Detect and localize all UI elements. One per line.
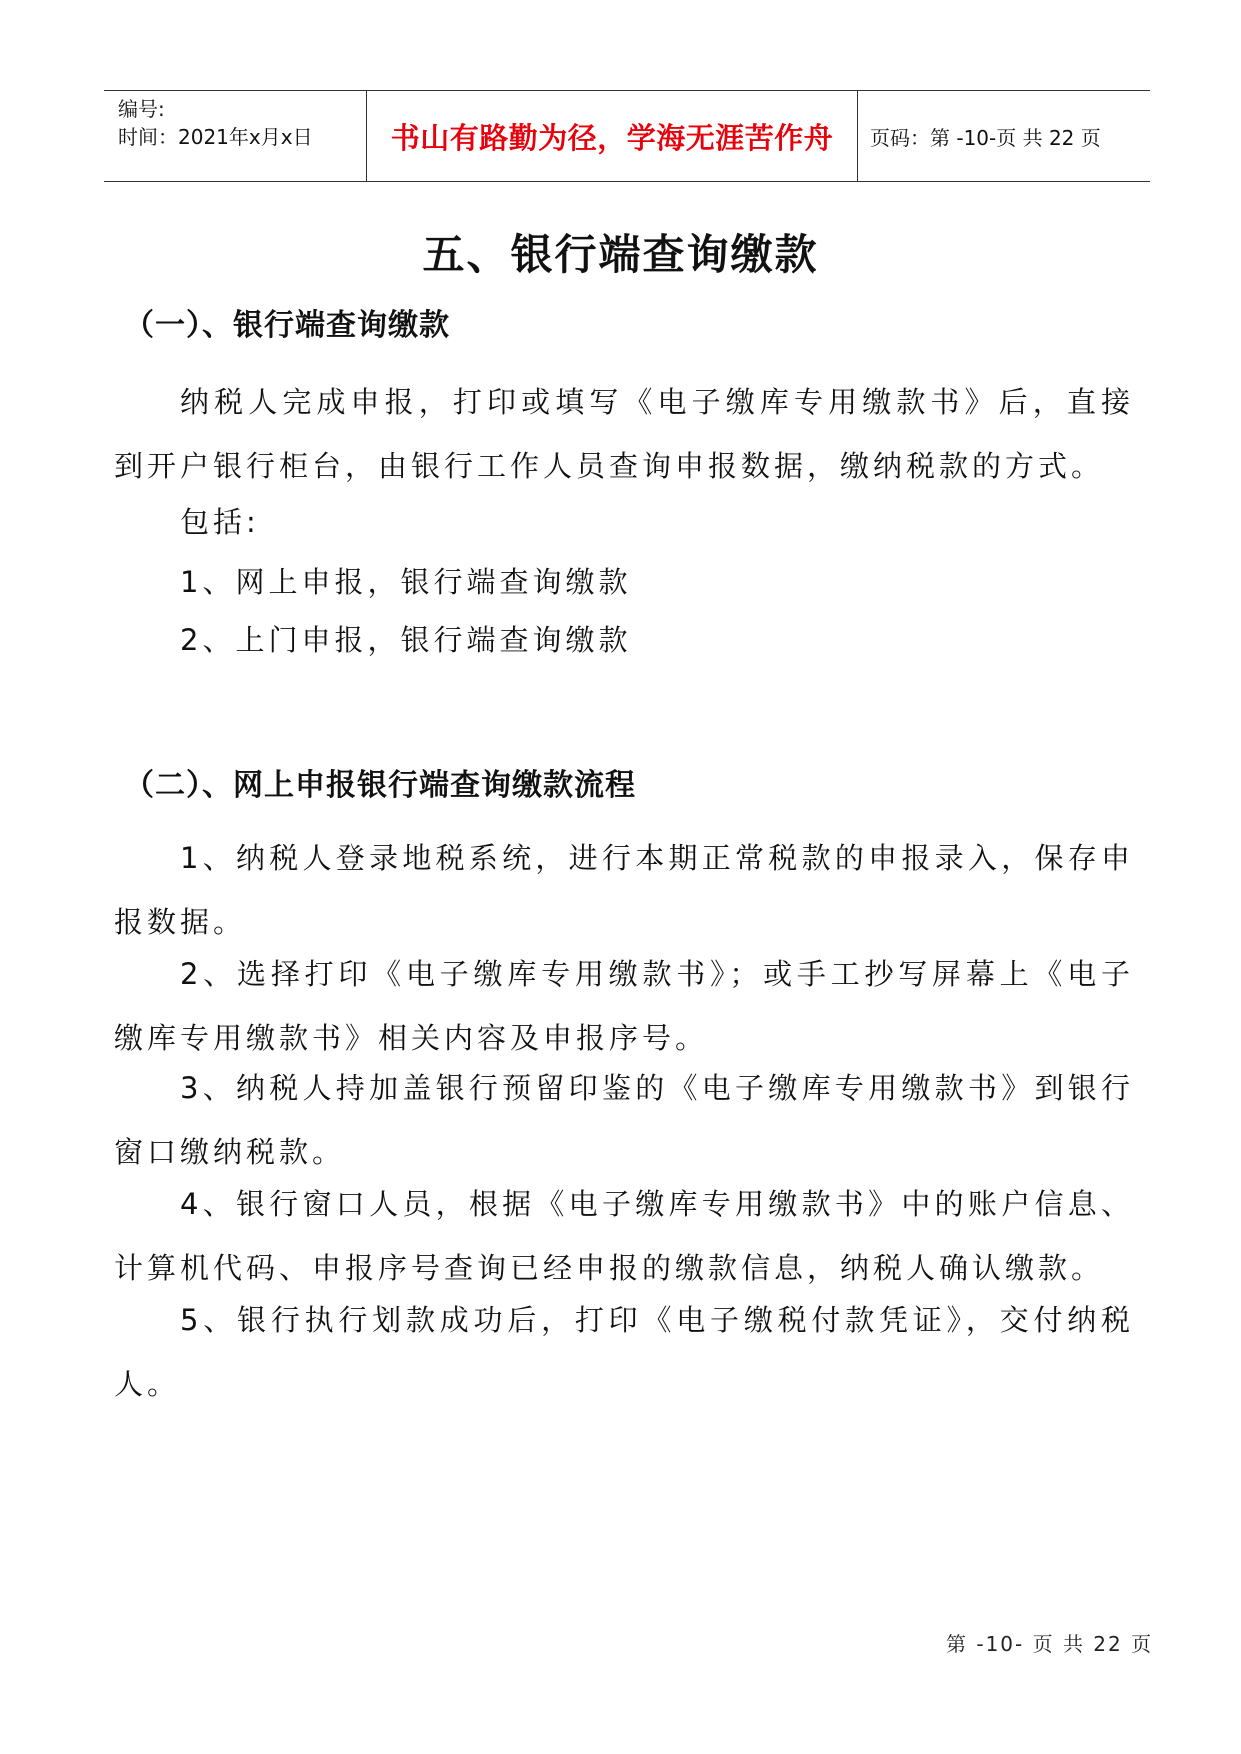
header-info-cell: [104, 91, 367, 181]
document-number-label: 编号:: [118, 97, 165, 121]
process-step: 4、银行窗口人员，根据《电子缴库专用缴款书》中的账户信息、计算机代码、申报序号查询已经申报的缴款信息，纳税人确认缴款。: [114, 1187, 1134, 1285]
document-time-label: 时间：2021年x月x日: [118, 125, 313, 149]
page-footer: 第 -10- 页 共 22 页: [946, 1632, 1154, 1656]
process-step: 2、选择打印《电子缴库专用缴款书》；或手工抄写屏幕上《电子缴库专用缴款书》相关内容及申报序号。: [114, 957, 1134, 1055]
page-header: [104, 90, 1150, 182]
section-heading-2: （二）、网上申报银行端查询缴款流程: [124, 768, 636, 803]
header-page-label: 页码：第 -10-页 共 22 页: [870, 125, 1101, 150]
intro-paragraph: 纳税人完成申报，打印或填写《电子缴库专用缴款书》后，直接到开户银行柜台，由银行工作人员查询申报数据，缴纳税款的方式。: [114, 385, 1134, 483]
process-step: 5、银行执行划款成功后，打印《电子缴税付款凭证》，交付纳税人。: [114, 1303, 1134, 1401]
header-motto-cell: [367, 91, 858, 181]
list-item: 2、上门申报，银行端查询缴款: [180, 623, 632, 657]
list-item: 1、网上申报，银行端查询缴款: [180, 565, 632, 599]
includes-label: 包括:: [180, 505, 260, 539]
header-page-cell: [858, 91, 1150, 181]
process-step: 1、纳税人登录地税系统，进行本期正常税款的申报录入，保存申报数据。: [114, 841, 1134, 939]
process-step: 3、纳税人持加盖银行预留印鉴的《电子缴库专用缴款书》到银行窗口缴纳税款。: [114, 1071, 1134, 1169]
header-motto: 书山有路勤为径，学海无涯苦作舟: [390, 120, 834, 155]
section-heading-1: （一）、银行端查询缴款: [124, 308, 450, 343]
page-title: 五、银行端查询缴款: [422, 230, 819, 279]
